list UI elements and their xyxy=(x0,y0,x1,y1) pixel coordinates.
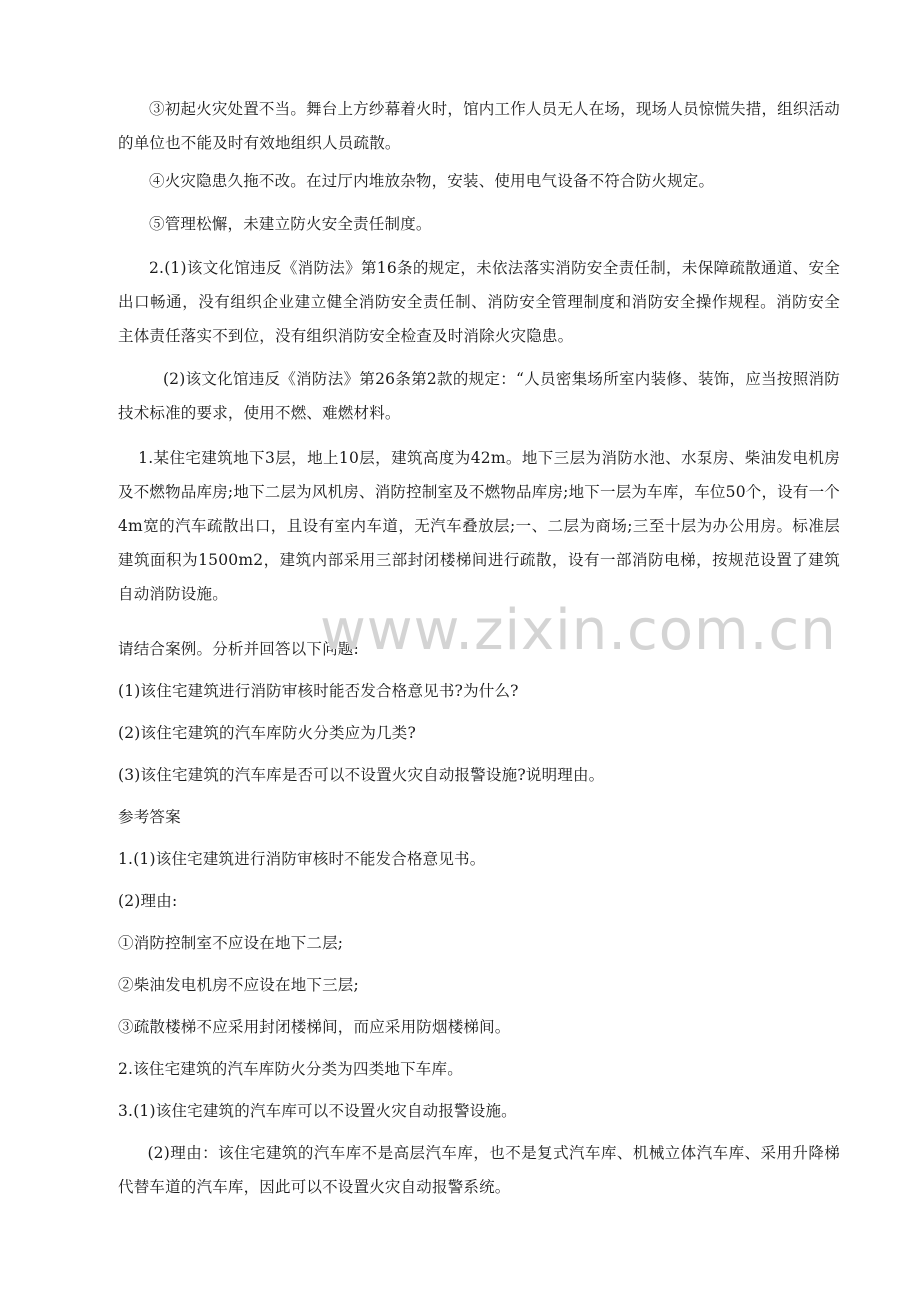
paragraph-question-prompt: 请结合案例。分析并回答以下问题: xyxy=(118,640,359,658)
paragraph-question-2: (2)该住宅建筑的汽车库防火分类应为几类? xyxy=(118,724,416,742)
paragraph-reference-heading: 参考答案 xyxy=(118,808,181,826)
paragraph-ref-answer-3-2: (2)理由：该住宅建筑的汽车库不是高层汽车库，也不是复式汽车库、机械立体汽车库、采用升降梯代替车道的汽车库，因此可以不设置火灾自动报警系统。 xyxy=(118,1144,840,1196)
paragraph-question-3: (3)该住宅建筑的汽车库是否可以不设置火灾自动报警设施?说明理由。 xyxy=(118,766,605,784)
paragraph-answer-2-1: 2.(1)该文化馆违反《消防法》第16条的规定，未依法落实消防安全责任制，未保障疏散通道、安全出口畅通，没有组织企业建立健全消防安全责任制、消防安全管理制度和消防安全操作规程。消防安全主体责任落实不到位，没有组织消防安全检查及时消除火灾隐患。 xyxy=(118,259,840,345)
paragraph-reason-2: ②柴油发电机房不应设在地下三层; xyxy=(118,976,359,994)
paragraph-reason-3: ③疏散楼梯不应采用封闭楼梯间，而应采用防烟楼梯间。 xyxy=(118,1018,511,1036)
paragraph-question-1: (1)该住宅建筑进行消防审核时能否发合格意见书?为什么? xyxy=(118,682,519,700)
paragraph-ref-answer-1-2: (2)理由: xyxy=(118,892,178,910)
paragraph-reason-1: ①消防控制室不应设在地下二层; xyxy=(118,934,344,952)
paragraph-cause-4: ④火灾隐患久拖不改。在过厅内堆放杂物，安装、使用电气设备不符合防火规定。 xyxy=(149,172,715,190)
paragraph-answer-2-2: (2)该文化馆违反《消防法》第26条第2款的规定：“人员密集场所室内装修、装饰，应当按照消防技术标准的要求，使用不燃、难燃材料。 xyxy=(118,370,840,422)
paragraph-case-description: 1.某住宅建筑地下3层，地上10层，建筑高度为42m。地下三层为消防水池、水泵房、柴油发电机房及不燃物品库房;地下二层为风机房、消防控制室及不燃物品库房;地下一层为车库，车位50个，设有一个4m宽的汽车疏散出口，且设有室内车道，无汽车叠放层;一、二层为商场;三至十层为办公用房。标准层建筑面积为1500m2，建筑内部采用三部封闭楼梯间进行疏散，设有一部消防电梯，按规范设置了建筑自动消防设施。 xyxy=(118,449,840,603)
paragraph-ref-answer-2: 2.该住宅建筑的汽车库防火分类为四类地下车库。 xyxy=(118,1060,463,1078)
paragraph-ref-answer-1-1: 1.(1)该住宅建筑进行消防审核时不能发合格意见书。 xyxy=(118,850,486,868)
watermark: www.zixin.com.cn xyxy=(320,598,837,663)
paragraph-cause-5: ⑤管理松懈，未建立防火安全责任制度。 xyxy=(149,215,432,233)
paragraph-cause-3: ③初起火灾处置不当。舞台上方纱幕着火时，馆内工作人员无人在场，现场人员惊慌失措，组织活动的单位也不能及时有效地组织人员疏散。 xyxy=(118,100,840,152)
paragraph-ref-answer-3-1: 3.(1)该住宅建筑的汽车库可以不设置火灾自动报警设施。 xyxy=(118,1102,517,1120)
